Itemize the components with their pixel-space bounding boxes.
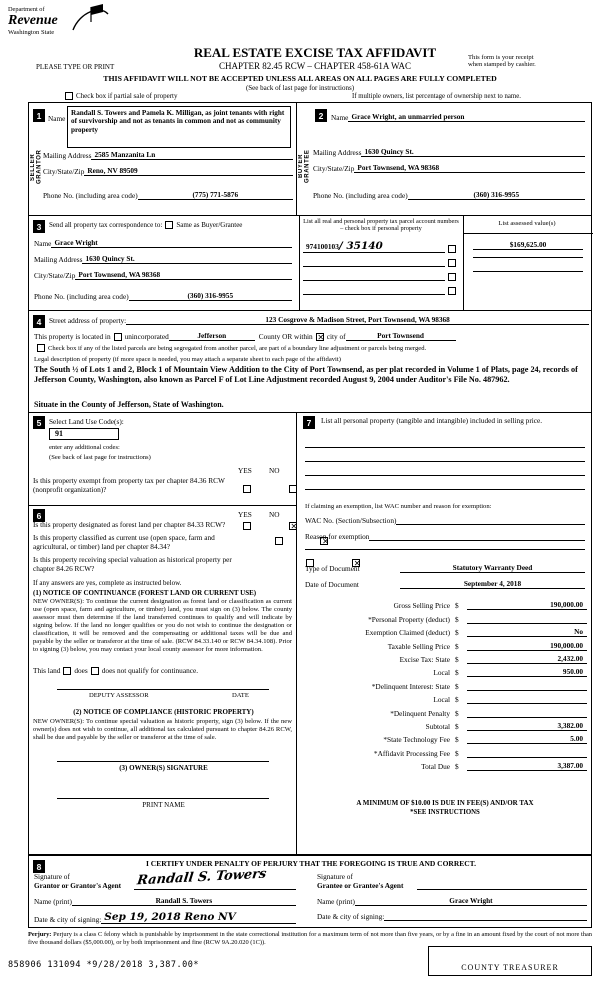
fee-label: *State Technology Fee	[383, 735, 450, 745]
dollar-sign: $	[455, 681, 459, 691]
legal-description-note: Legal description of property (if more space is needed, you may attach a separate sheet to each page of the affidavit)	[34, 356, 341, 363]
grantee-side-word: GRANTEE	[304, 149, 311, 183]
situate-text: Situate in the County of Jefferson, State of Washington.	[34, 400, 224, 409]
dollar-sign: $	[455, 748, 459, 758]
fee-label: Local	[433, 695, 450, 705]
revenue-logo	[8, 6, 138, 36]
legal-description-text[interactable]: The South ½ of Lots 1 and 2, Block 1 of Mountain View Addition to the City of Port Townsend, as per plat recorded in Volume 1 of Plats, page 24, records of Jefferson County, Washington, also known as Parcel F of Lot Line Adjustment recorded August 9, 2004 under Auditor's File No. 487962.	[34, 365, 578, 384]
fee-value-field[interactable]: 190,000.00	[467, 641, 587, 651]
parcel-2-personal-checkbox[interactable]	[448, 259, 456, 267]
fee-row-personal-deduct	[305, 610, 587, 623]
segregated-label: Check box if any of the listed parcels are being segregated from another parcel, are part of a boundary line adjustment or parcels being merged.	[48, 344, 427, 352]
owner-signature-label: (3) OWNER(S) SIGNATURE	[119, 764, 208, 772]
city-name-field[interactable]: Port Townsend	[346, 331, 456, 341]
fee-row-technology-fee	[305, 731, 587, 744]
parcel-number-field[interactable]	[303, 240, 445, 253]
fee-value-field[interactable]	[467, 748, 587, 758]
fee-row-excise-state	[305, 651, 587, 664]
buyer-name-field[interactable]: Grace Wright, an unmarried person	[348, 112, 585, 122]
multiple-owners-note: If multiple owners, list percentage of ownership next to name.	[352, 93, 521, 100]
fee-label: *Affidavit Processing Fee	[373, 748, 450, 758]
fee-label: *Delinquent Penalty	[390, 708, 450, 718]
fee-label: Exemption Claimed (deduct)	[365, 628, 450, 638]
grantor-date-city-handwriting: Sep 19, 2018 Reno NV	[104, 911, 236, 923]
exempt-yes-checkbox[interactable]	[243, 485, 251, 493]
fee-row-excise-local	[305, 664, 587, 677]
print-name-label: PRINT NAME	[142, 801, 185, 809]
section-1-badge: 1	[33, 109, 45, 122]
completion-warning: THIS AFFIDAVIT WILL NOT BE ACCEPTED UNLESS ALL AREAS ON ALL PAGES ARE FULLY COMPLETED	[103, 74, 497, 83]
does-label: does	[74, 666, 88, 675]
sec5-no-header: NO	[269, 466, 280, 475]
grantor-agent-label: Grantor or Grantor's Agent	[34, 881, 122, 890]
parcel-4-personal-checkbox[interactable]	[448, 287, 456, 295]
personal-property-line-2[interactable]	[305, 461, 585, 462]
fee-row-processing-fee	[305, 744, 587, 757]
does-not-label: does not qualify for continuance.	[101, 666, 199, 675]
same-as-buyer-checkbox[interactable]	[165, 221, 173, 229]
document-date-label: Date of Document	[305, 580, 359, 589]
parcel-caption: List all real and personal property tax parcel account numbers – check box if personal property	[303, 218, 459, 232]
wac-number-label: WAC No. (Section/Subsection)	[305, 516, 397, 525]
grantor-side-word: GRANTOR	[36, 149, 43, 185]
fee-value-field[interactable]: 190,000.00	[467, 600, 587, 610]
section-5-badge: 5	[33, 416, 45, 429]
county-treasurer-box	[428, 946, 592, 976]
grantor-date-city-label: Date & city of signing:	[34, 915, 102, 924]
fee-label: *Personal Property (deduct)	[368, 614, 450, 624]
dollar-sign: $	[455, 654, 459, 664]
partial-sale-label: Check box if partial sale of property	[76, 92, 178, 100]
land-use-select-label: Select Land Use Code(s):	[49, 417, 124, 426]
current-use-yes-checkbox[interactable]	[275, 537, 283, 545]
grantee-date-city-field[interactable]	[384, 911, 587, 921]
does-not-qualify-checkbox[interactable]	[91, 667, 99, 675]
exemption-reason-label: Reason for exemption	[305, 532, 370, 541]
grantee-date-city-label: Date & city of signing:	[317, 912, 385, 921]
forest-land-question: Is this property designated as forest land per chapter 84.33 RCW?	[33, 520, 226, 529]
personal-property-line-3[interactable]	[305, 475, 585, 476]
document-date-field[interactable]: September 4, 2018	[400, 579, 585, 589]
fee-label: Taxable Selling Price	[387, 641, 450, 651]
personal-property-caption: List all personal property (tangible and intangible) included in selling price.	[321, 416, 543, 425]
section-5-land-use	[28, 412, 297, 506]
print-name-line[interactable]	[57, 798, 269, 799]
fee-row-delinquent-interest-local	[305, 691, 587, 704]
fee-table	[305, 597, 587, 771]
notice-compliance-title: (2) NOTICE OF COMPLIANCE (HISTORIC PROPERTY)	[73, 708, 254, 716]
please-type-note: PLEASE TYPE OR PRINT	[36, 63, 115, 71]
dollar-sign: $	[455, 601, 459, 611]
parcel-2-field[interactable]	[303, 257, 445, 267]
seller-grantor-side-label	[30, 121, 43, 213]
section-2-buyer	[296, 102, 592, 216]
land-use-see-back-note: (See back of last page for instructions)	[49, 454, 151, 461]
county-treasurer-label: COUNTY TREASURER	[461, 963, 559, 972]
section-3-divider	[299, 216, 300, 310]
deputy-assessor-signature-line[interactable]	[57, 689, 269, 690]
document-type-label: Type of Document	[305, 564, 360, 573]
exemption-reason-field[interactable]	[369, 531, 585, 541]
section-7-badge: 7	[303, 416, 315, 429]
section-8-badge: 8	[33, 860, 45, 873]
current-use-question: Is this property classified as current use (open space, farm and agricultural, or timber) land per chapter 84.34?	[33, 533, 215, 551]
parcel-3-field[interactable]	[303, 271, 445, 281]
seller-phone-label: Phone No. (including area code)	[43, 191, 138, 200]
grantee-signature-of-label: Signature of	[317, 872, 353, 881]
fee-row-taxable	[305, 637, 587, 650]
section-1-seller	[28, 102, 297, 216]
section-3-correspondence	[28, 215, 592, 311]
receipt-note-line2: when stamped by cashier.	[468, 61, 536, 68]
section-4-property	[28, 310, 592, 413]
same-as-buyer-label: Same as Buyer/Grantee	[176, 221, 243, 229]
dollar-sign: $	[455, 628, 459, 638]
notice-compliance-body: NEW OWNER(S): To continue special valuation as historic property, sign (3) below. If the new owner(s) does not wish to continue, all additional tax calculated pursuant to chapter 84.26 RCW, shall be due and payable by the seller or transferor at the time of sale.	[33, 718, 292, 741]
dollar-sign: $	[455, 614, 459, 624]
grantee-agent-label: Grantee or Grantee's Agent	[317, 881, 404, 890]
sec5-yes-header: YES	[238, 466, 252, 475]
fee-label: *Delinquent Interest: State	[371, 681, 450, 691]
correspondence-csz-field[interactable]: Port Townsend, WA 98368	[75, 270, 292, 280]
minimum-due-note: A MINIMUM OF $10.00 IS DUE IN FEE(S) AND/OR TAX	[356, 799, 534, 807]
exemption-claim-note: If claiming an exemption, list WAC number and reason for exemption:	[305, 503, 492, 510]
forest-yes-checkbox[interactable]	[243, 522, 251, 530]
fee-value-field[interactable]: 5.00	[467, 734, 587, 744]
logo-state-text: Washington State	[8, 29, 55, 36]
fee-row-gross	[305, 597, 587, 610]
assessed-column-divider	[463, 216, 464, 310]
correspondence-csz-label: City/State/Zip	[34, 271, 76, 280]
seller-mailing-field[interactable]: 2585 Manzanita Ln	[91, 150, 293, 160]
land-use-code-field[interactable]: 91	[49, 428, 119, 440]
perjury-label: Perjury:	[28, 931, 52, 938]
fee-label: Excise Tax: State	[399, 654, 450, 664]
perjury-statement	[28, 931, 592, 946]
parcel-number-handwritten: / 35140	[338, 240, 383, 252]
additional-codes-label: enter any additional codes:	[49, 444, 120, 451]
deputy-assessor-label: DEPUTY ASSESSOR	[89, 692, 149, 699]
grantor-date-city-field[interactable]	[101, 911, 296, 924]
grantee-name-print-label: Name (print)	[317, 897, 355, 906]
seller-phone-field[interactable]: (775) 771-5876	[138, 190, 293, 200]
fee-value-field[interactable]: 950.00	[467, 667, 587, 677]
logo-dept-text: Department of	[8, 6, 45, 13]
assessed-blank-line-1[interactable]	[473, 257, 583, 258]
personal-property-line-4[interactable]	[305, 489, 585, 490]
street-address-label: Street address of property:	[49, 316, 127, 325]
seller-name-label: Name	[48, 114, 66, 123]
correspondence-mailing-label: Mailing Address	[34, 255, 83, 264]
buyer-phone-label: Phone No. (including area code)	[313, 191, 408, 200]
seller-side-word: SELLER	[30, 153, 36, 181]
street-address-field[interactable]: 123 Cosgrove & Madison Street, Port Townsend, WA 98368	[126, 315, 589, 325]
grantor-name-print-label: Name (print)	[34, 897, 72, 906]
grantor-signature-of-label: Signature of	[34, 872, 70, 881]
logo-revenue-text: Revenue	[8, 13, 58, 28]
notice-continuance-title: (1) NOTICE OF CONTINUANCE (FOREST LAND OR CURRENT USE)	[33, 589, 257, 597]
wac-number-field[interactable]	[396, 515, 585, 525]
fee-row-subtotal	[305, 718, 587, 731]
section-2-badge: 2	[315, 109, 327, 122]
seller-mailing-label: Mailing Address	[43, 151, 92, 160]
correspondence-phone-field[interactable]: (360) 316-9955	[129, 291, 292, 301]
buyer-grantee-side-label	[298, 119, 311, 213]
section-3-badge: 3	[33, 220, 45, 233]
correspondence-name-label: Name	[34, 239, 52, 248]
fee-label: Local	[433, 668, 450, 678]
fee-value-field[interactable]: 3,382.00	[467, 721, 587, 731]
seller-name-field[interactable]: Randall S. Towers and Pamela K. Milligan, as joint tenants with right of survivorship and not as tenants in common and not as community property	[67, 106, 291, 148]
grantor-name-print-field[interactable]: Randall S. Towers	[72, 896, 296, 906]
see-back-note: (See back of last page for instructions)	[245, 84, 355, 92]
fee-value-field[interactable]	[467, 708, 587, 718]
fee-value-field[interactable]: 3,387.00	[467, 761, 587, 771]
buyer-csz-label: City/State/Zip	[313, 164, 355, 173]
fee-row-exemption-deduct	[305, 624, 587, 637]
seller-csz-field[interactable]: Reno, NV 89509	[84, 166, 293, 176]
dollar-sign: $	[455, 721, 459, 731]
buyer-mailing-label: Mailing Address	[313, 148, 362, 157]
dollar-sign: $	[455, 762, 459, 772]
grantee-signature-field[interactable]	[417, 870, 587, 890]
fee-label: Subtotal	[425, 721, 450, 731]
grantor-signature-field[interactable]	[134, 866, 296, 890]
located-in-label: This property is located in	[34, 332, 111, 341]
fee-value-field[interactable]: No	[467, 627, 587, 637]
parcel-1-personal-checkbox[interactable]	[448, 245, 456, 253]
unincorporated-label: unincorporated	[124, 332, 169, 341]
owner-signature-line[interactable]	[57, 761, 269, 762]
fee-value-field[interactable]	[467, 614, 587, 624]
notice-continuance-body: NEW OWNER(S): To continue the current designation as forest land or classification as current use (open space, farm and agriculture, or timber) land, you must sign on (3) below. The county assessor must then determine if the land transferred continues to qualify and will indicate by signing below. If the land no longer qualifies or you do not wish to continue the designation or classification, it will be removed and the compensating or additional taxes will be due and payable by the seller or transferor at the time of sale. (RCW 84.33.140 or RCW 84.34.108). Prior to signing (3) below, you may contact your local county assessor for more information.	[33, 598, 292, 653]
city-of-label: city of	[326, 332, 346, 341]
see-instructions-note: *SEE INSTRUCTIONS	[410, 809, 480, 816]
flag-swoosh-icon	[70, 3, 110, 39]
does-qualify-checkbox[interactable]	[63, 667, 71, 675]
partial-sale-checkbox[interactable]	[65, 92, 73, 100]
dollar-sign: $	[455, 708, 459, 718]
city-of-checkbox[interactable]	[316, 333, 324, 341]
assessed-value-field[interactable]: $169,625.00	[473, 240, 583, 250]
parcel-4-field[interactable]	[303, 285, 445, 295]
unincorporated-checkbox[interactable]	[114, 333, 122, 341]
sec6-yes-header: YES	[238, 510, 252, 519]
buyer-phone-field[interactable]: (360) 316-9955	[408, 190, 585, 200]
fee-label: Gross Selling Price	[393, 601, 450, 611]
receipt-note-line1: This form is your receipt	[468, 54, 534, 61]
correspondence-phone-label: Phone No. (including area code)	[34, 292, 129, 301]
dollar-sign: $	[455, 695, 459, 705]
assessed-value-label: List assessed value(s)	[498, 220, 556, 227]
exemption-reason-line-2[interactable]	[305, 549, 585, 550]
form-chapter: CHAPTER 82.45 RCW – CHAPTER 458-61A WAC	[219, 61, 411, 71]
fee-row-total-due	[305, 758, 587, 771]
fee-value-field[interactable]	[467, 694, 587, 704]
personal-property-line-1[interactable]	[305, 447, 585, 448]
county-or-within-label: County OR within	[258, 332, 313, 341]
perjury-body: Perjury is a class C felony which is punishable by imprisonment in the state correctional institution for a maximum term of not more than five years, or by a fine in an amount fixed by the court of not more than five thousand dollars ($5,000.00), or by both imprisonment and fine (RCW 9A.20.020 (1C)).	[28, 931, 592, 946]
buyer-mailing-field[interactable]: 1630 Quincy St.	[361, 147, 585, 157]
if-yes-note: If any answers are yes, complete as instructed below.	[33, 579, 182, 587]
parcel-number-printed: 974100103	[306, 242, 339, 251]
grantee-name-print-field[interactable]: Grace Wright	[355, 896, 587, 906]
assessed-blank-line-2[interactable]	[473, 271, 583, 272]
document-type-field[interactable]: Statutory Warranty Deed	[400, 563, 585, 573]
correspondence-mailing-field[interactable]: 1630 Quincy St.	[82, 254, 292, 264]
exempt-question: Is this property exempt from property tax per chapter 84.36 RCW (nonprofit organization)?	[33, 476, 225, 494]
send-correspondence-label: Send all property tax correspondence to:	[49, 221, 163, 229]
seller-csz-label: City/State/Zip	[43, 167, 85, 176]
correspondence-name-field[interactable]: Grace Wright	[51, 238, 292, 248]
buyer-name-label: Name	[331, 113, 349, 122]
dollar-sign: $	[455, 641, 459, 651]
this-land-label: This land	[33, 666, 61, 675]
historic-question: Is this property receiving special valuation as historical property per chapter 84.26 RCW?	[33, 555, 232, 573]
sec6-no-header: NO	[269, 510, 280, 519]
section-6-designations	[28, 505, 297, 855]
dollar-sign: $	[455, 735, 459, 745]
deputy-date-label: DATE	[232, 692, 249, 699]
fee-value-field[interactable]	[467, 681, 587, 691]
section-4-badge: 4	[33, 315, 45, 328]
grantor-signature-handwriting: Randall S. Towers	[136, 866, 268, 889]
fee-row-delinquent-penalty	[305, 704, 587, 717]
parcel-3-personal-checkbox[interactable]	[448, 273, 456, 281]
assessed-header-rule	[464, 233, 593, 234]
segregated-checkbox[interactable]	[37, 344, 45, 352]
form-title: REAL ESTATE EXCISE TAX AFFIDAVIT	[193, 45, 437, 60]
cashier-stamp: 858906 131094 *9/28/2018 3,387.00*	[8, 960, 199, 970]
section-8-certification	[28, 855, 592, 928]
dollar-sign: $	[455, 668, 459, 678]
fee-row-delinquent-interest-state	[305, 677, 587, 690]
section-7-tax-computation	[296, 412, 592, 855]
fee-label: Total Due	[421, 762, 450, 772]
section-6-badge: 6	[33, 509, 45, 522]
county-name-field[interactable]: Jefferson	[169, 331, 255, 341]
buyer-csz-field[interactable]: Port Townsend, WA 98368	[354, 163, 585, 173]
fee-value-field[interactable]: 2,432.00	[467, 654, 587, 664]
certify-statement: I CERTIFY UNDER PENALTY OF PERJURY THAT THE FOREGOING IS TRUE AND CORRECT.	[145, 859, 476, 868]
buyer-side-word: BUYER	[298, 154, 304, 179]
